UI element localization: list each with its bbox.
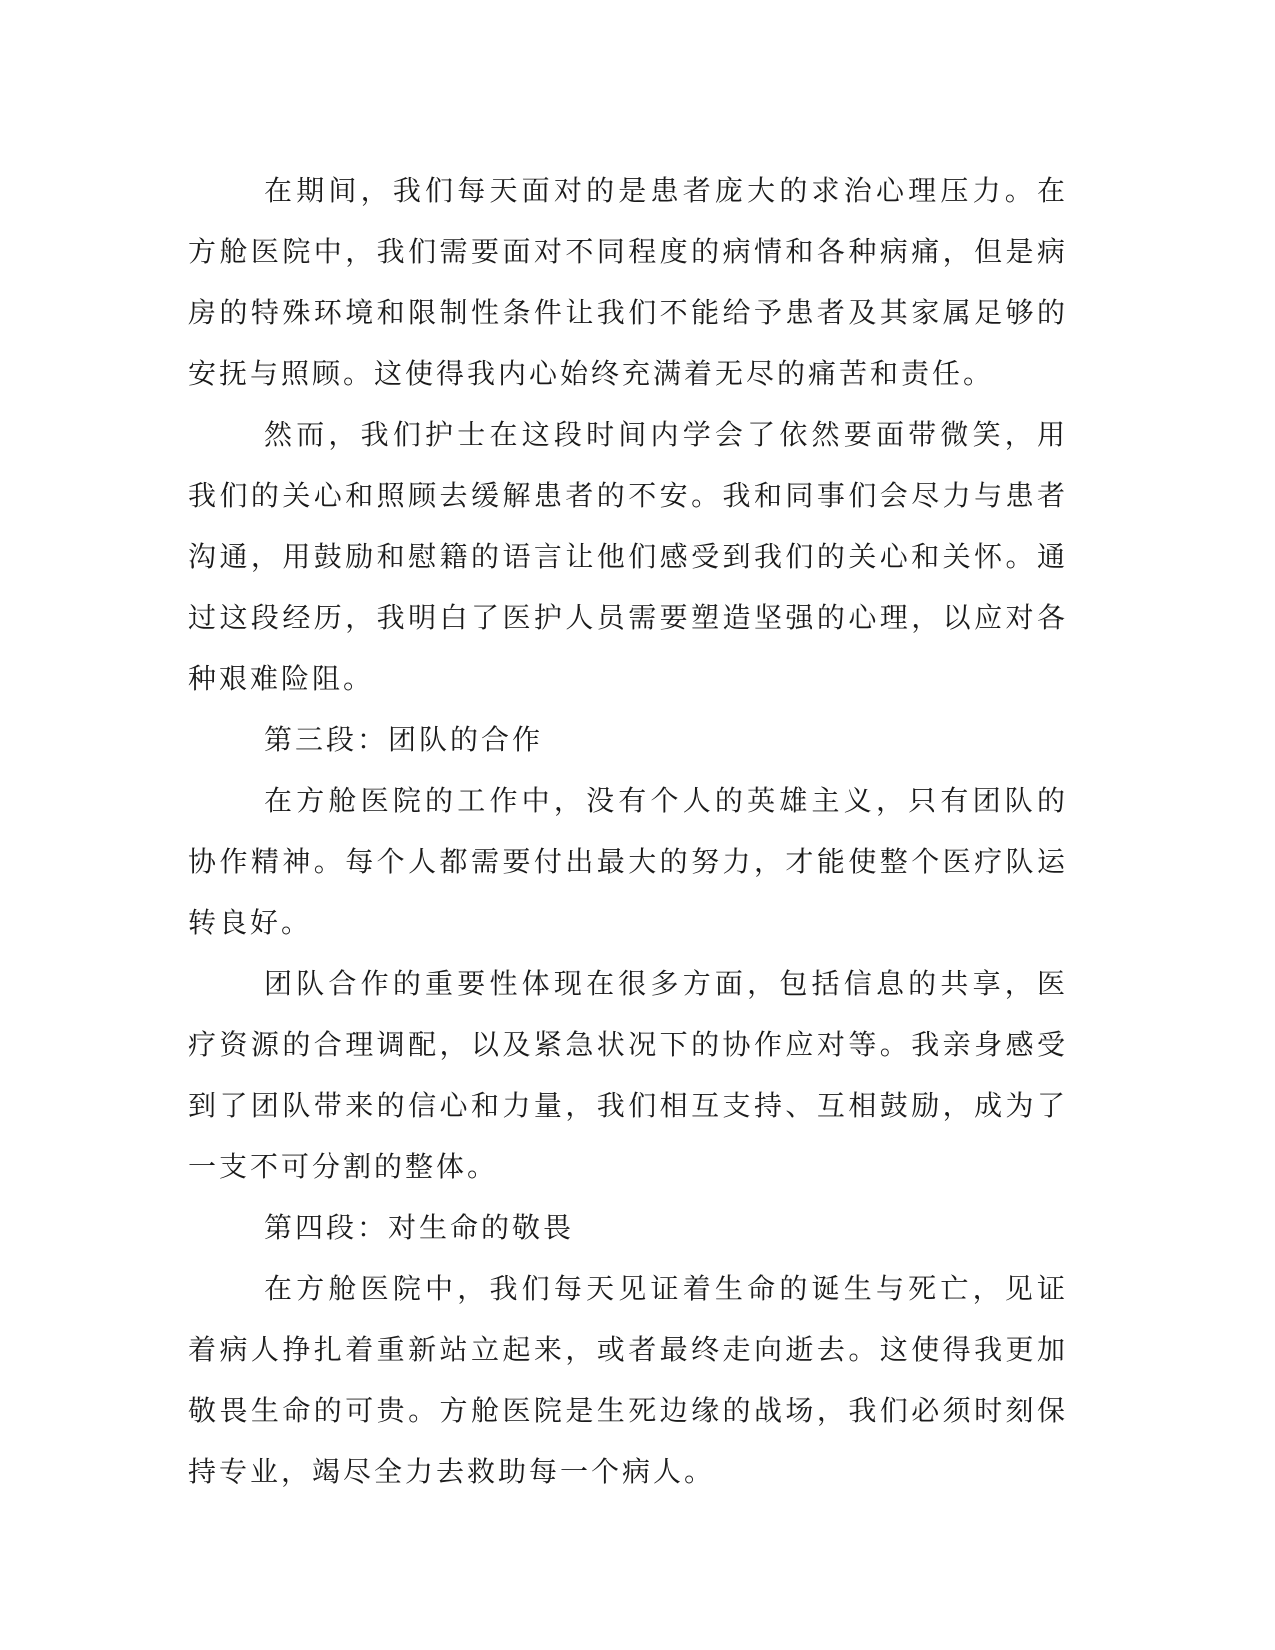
paragraph-body: 团队合作的重要性体现在很多方面，包括信息的共享，医疗资源的合理调配，以及紧急状况下的协作应对等。我亲身感受到了团队带来的信心和力量，我们相互支持、互相鼓励，成为了一支不可分割的整体。 (188, 967, 1068, 1183)
document-body (188, 160, 1068, 1502)
paragraph-body: 然而，我们护士在这段时间内学会了依然要面带微笑，用我们的关心和照顾去缓解患者的不安。我和同事们会尽力与患者沟通，用鼓励和慰籍的语言让他们感受到我们的关心和关怀。通过这段经历，我明白了医护人员需要塑造坚强的心理，以应对各种艰难险阻。 (188, 418, 1068, 695)
paragraph-body: 在期间，我们每天面对的是患者庞大的求治心理压力。在方舱医院中，我们需要面对不同程度的病情和各种病痛，但是病房的特殊环境和限制性条件让我们不能给予患者及其家属足够的安抚与照顾。这使得我内心始终充满着无尽的痛苦和责任。 (188, 174, 1068, 390)
section-heading: 第三段：团队的合作 (264, 723, 544, 756)
section-heading: 第四段：对生命的敬畏 (264, 1211, 575, 1244)
paragraph-body: 在方舱医院中，我们每天见证着生命的诞生与死亡，见证着病人挣扎着重新站立起来，或者最终走向逝去。这使得我更加敬畏生命的可贵。方舱医院是生死边缘的战场，我们必须时刻保持专业，竭尽全力去救助每一个病人。 (188, 1272, 1068, 1488)
paragraph-body: 在方舱医院的工作中，没有个人的英雄主义，只有团队的协作精神。每个人都需要付出最大的努力，才能使整个医疗队运转良好。 (188, 784, 1068, 939)
